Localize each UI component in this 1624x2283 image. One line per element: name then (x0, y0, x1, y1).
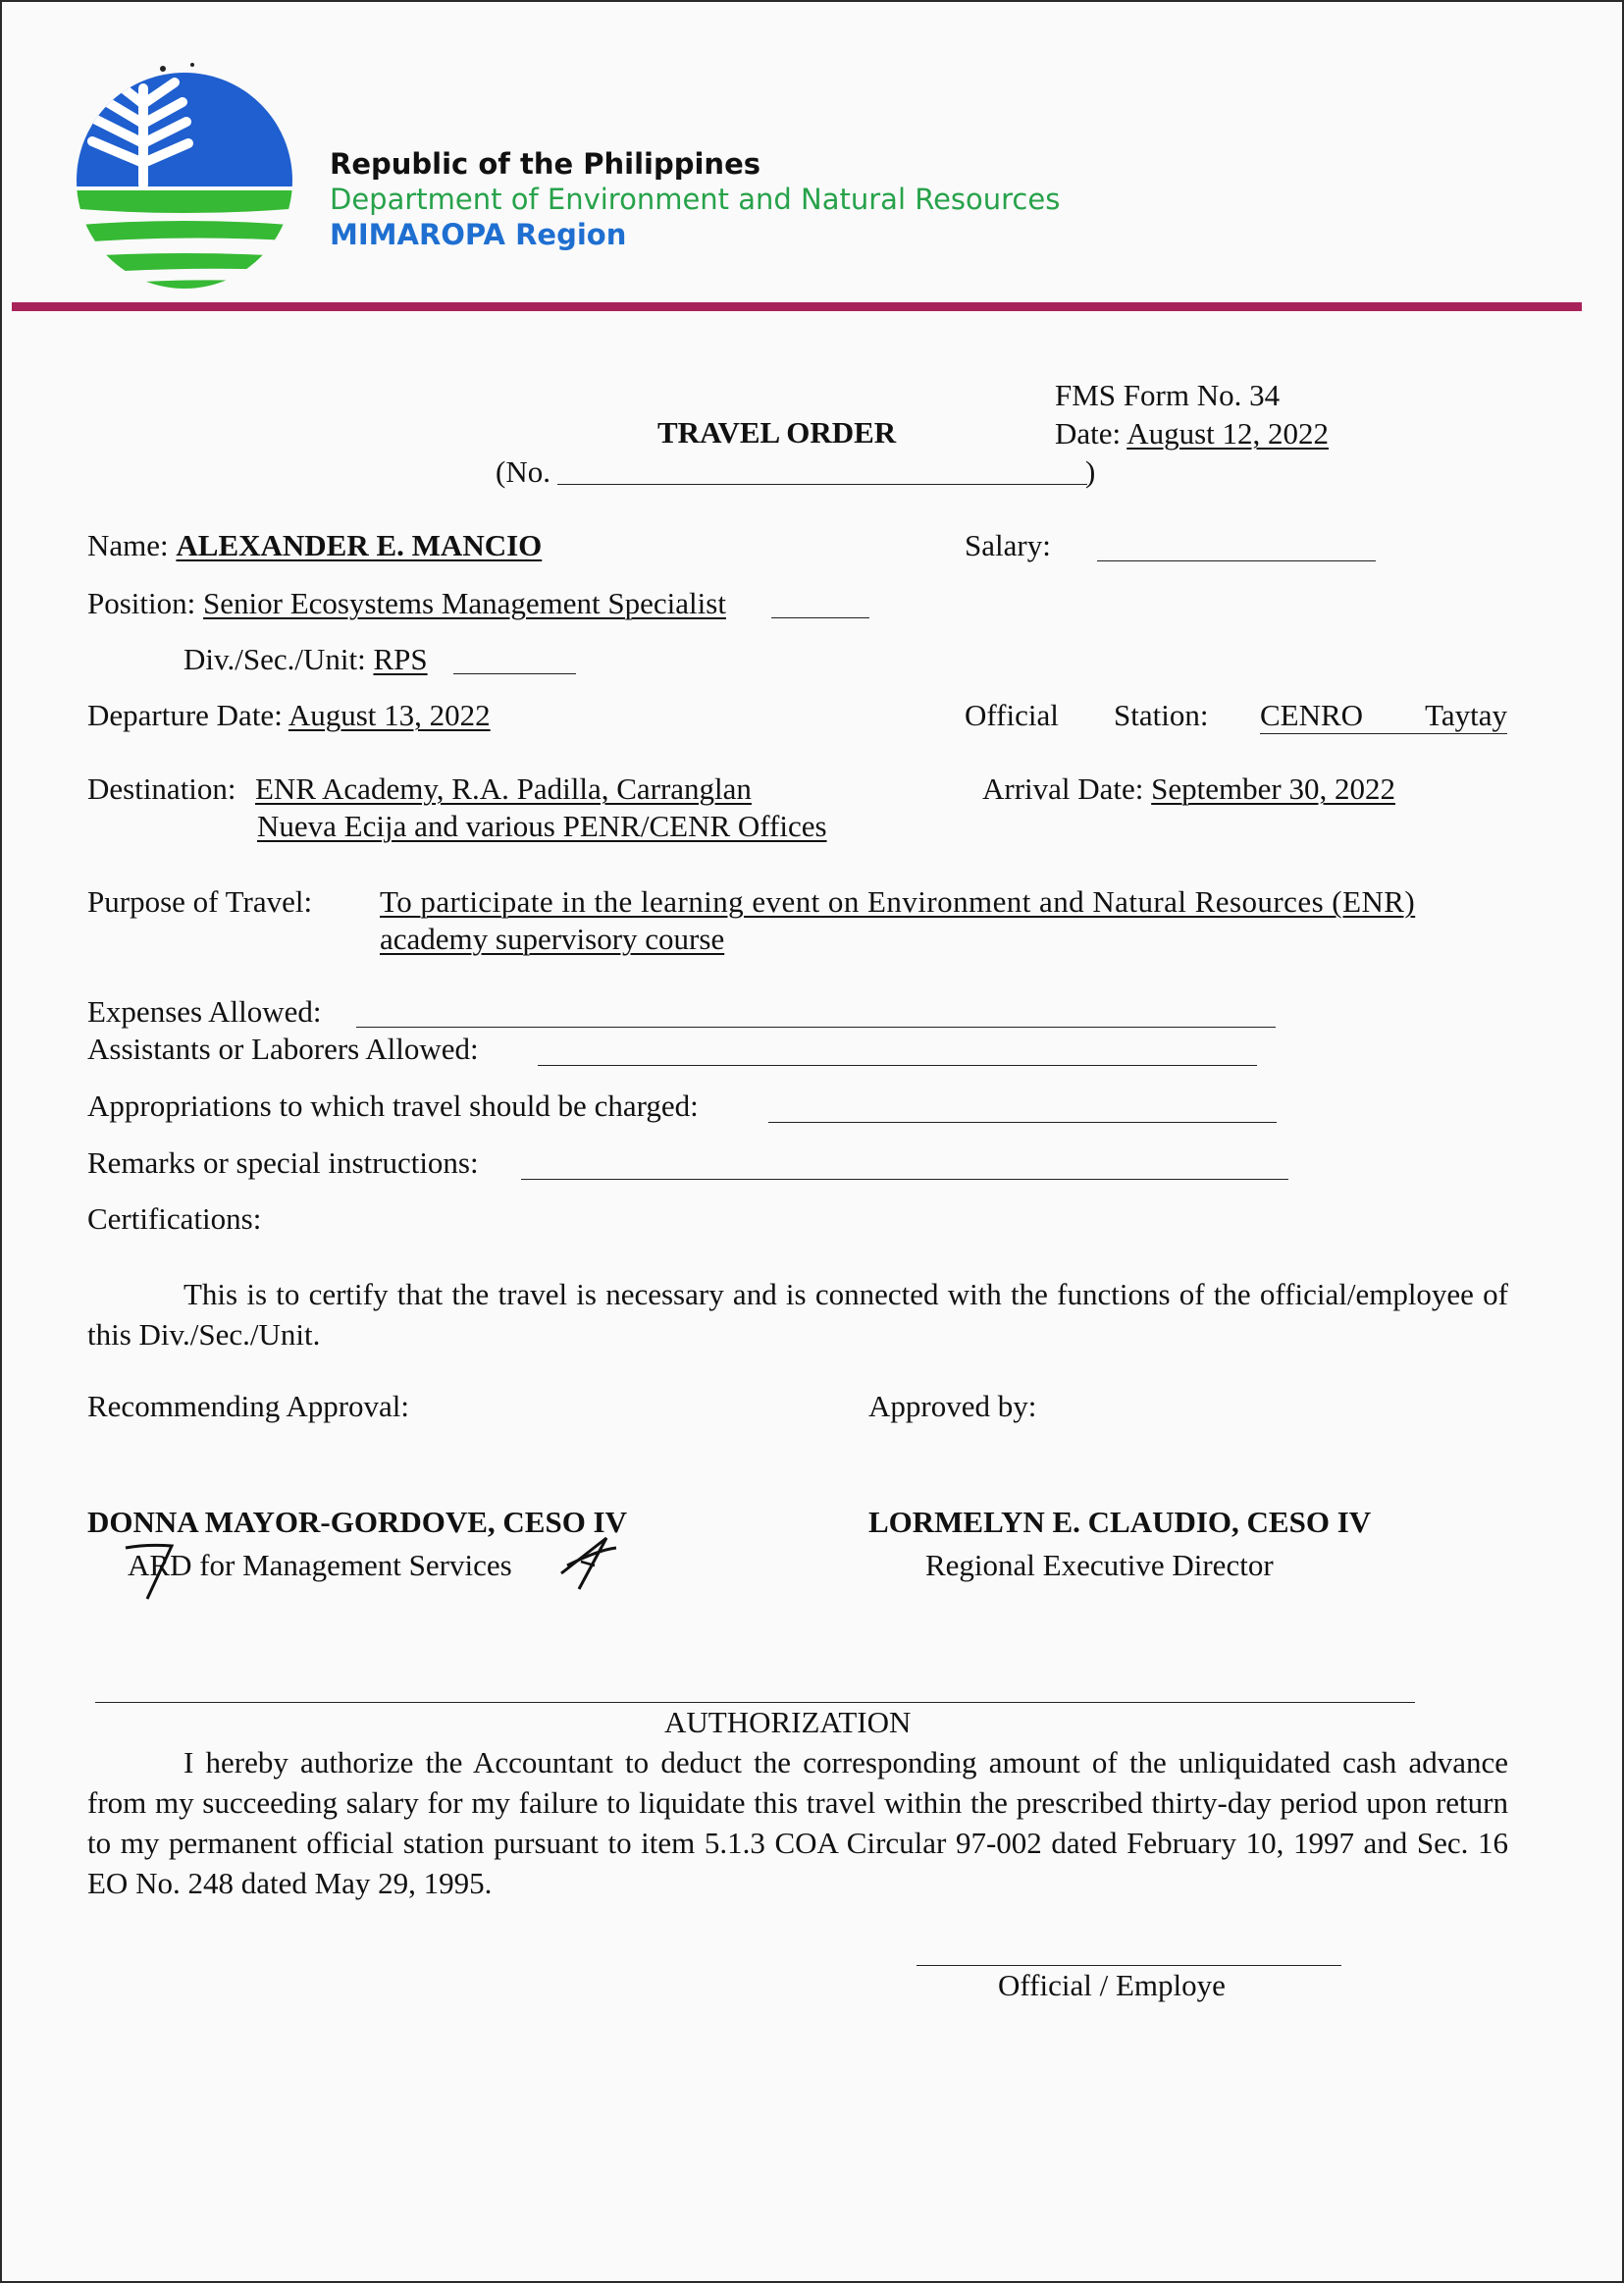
purpose-label: Purpose of Travel: (87, 884, 313, 919)
purpose-line-1: To participate in the learning event on Environment and Natural Resources (ENR) (380, 884, 1416, 919)
station-value-2: Taytay (1425, 698, 1507, 732)
destination-line-1: ENR Academy, R.A. Padilla, Carranglan (255, 771, 752, 806)
destination-label: Destination: (87, 771, 236, 806)
header-region: MIMAROPA Region (330, 218, 627, 251)
position-line-tail (771, 617, 869, 618)
station-value (1260, 698, 1507, 734)
position-row (87, 586, 726, 621)
position-label: Position: (87, 586, 196, 620)
purpose-line-2: academy supervisory course (380, 922, 725, 956)
salary-line (1097, 560, 1376, 561)
division-value: RPS (373, 642, 428, 676)
departure-value: August 13, 2022 (288, 698, 491, 732)
authorization-rule (95, 1702, 1415, 1703)
assistants-line (538, 1065, 1257, 1066)
name-label: Name: (87, 528, 169, 562)
form-date-value: August 12, 2022 (1126, 416, 1330, 451)
form-title: TRAVEL ORDER (657, 415, 897, 450)
position-value: Senior Ecosystems Management Specialist (203, 586, 726, 620)
salary-label: Salary: (965, 528, 1051, 562)
destination-line-2: Nueva Ecija and various PENR/CENR Offices (257, 809, 827, 843)
station-label-station: Station: (1114, 698, 1209, 732)
form-number: FMS Form No. 34 (1055, 378, 1281, 412)
authorization-text: I hereby authorize the Accountant to deduct the corresponding amount of the unliquidated cash advance from my succeeding salary for my failure to liquidate this travel within the prescribed thirty-day period upon return to my permanent official station pursuant to item 5.1.3 COA Circular 97-002 dated February 10, 1997 and Sec. 16 EO No. 248 dated May 29, 1995. (87, 1745, 1508, 1900)
recommender-name: DONNA MAYOR-GORDOVE, CESO IV (87, 1505, 628, 1539)
initial-signature (118, 1526, 628, 1605)
assistants-label: Assistants or Laborers Allowed: (87, 1032, 479, 1066)
form-date (1055, 416, 1329, 451)
recommending-label: Recommending Approval: (87, 1389, 410, 1423)
official-signature-line (917, 1965, 1341, 1966)
name-value: ALEXANDER E. MANCIO (176, 528, 543, 562)
division-line-tail (453, 673, 576, 674)
station-label-official: Official (965, 698, 1059, 732)
authorization-heading: AUTHORIZATION (664, 1705, 912, 1739)
remarks-label: Remarks or special instructions: (87, 1145, 479, 1180)
approver-name: LORMELYN E. CLAUDIO, CESO IV (868, 1505, 1372, 1539)
recommender-title: ARD for Management Services (128, 1548, 512, 1582)
arrival-value: September 30, 2022 (1151, 771, 1395, 806)
expenses-label: Expenses Allowed: (87, 994, 322, 1029)
order-number-open: (No. (496, 454, 550, 489)
order-number-close: ) (1085, 454, 1096, 489)
appropriations-line (768, 1122, 1277, 1123)
station-value-1: CENRO (1260, 698, 1364, 732)
denr-logo (67, 61, 302, 296)
division-row (183, 642, 428, 677)
arrival-row (982, 771, 1395, 807)
header-republic: Republic of the Philippines (330, 147, 760, 181)
name-row (87, 528, 542, 563)
appropriations-label: Appropriations to which travel should be charged: (87, 1088, 699, 1123)
departure-label: Departure Date: (87, 698, 283, 732)
division-label: Div./Sec./Unit: (183, 642, 366, 676)
order-number-line (557, 484, 1087, 485)
official-signature-label: Official / Employe (998, 1968, 1226, 2002)
certifications-label: Certifications: (87, 1201, 262, 1236)
approved-label: Approved by: (868, 1389, 1037, 1423)
arrival-label: Arrival Date: (982, 771, 1144, 806)
approver-title: Regional Executive Director (925, 1548, 1274, 1582)
expenses-line (356, 1027, 1276, 1028)
departure-row (87, 698, 491, 733)
form-date-label: Date: (1055, 416, 1122, 451)
remarks-line (521, 1179, 1288, 1180)
certification-text: This is to certify that the travel is necessary and is connected with the functions of the official/employee of this Div./Sec./Unit. (87, 1277, 1508, 1352)
header-department: Department of Environment and Natural Resources (330, 183, 1061, 216)
header-rule (12, 302, 1582, 311)
